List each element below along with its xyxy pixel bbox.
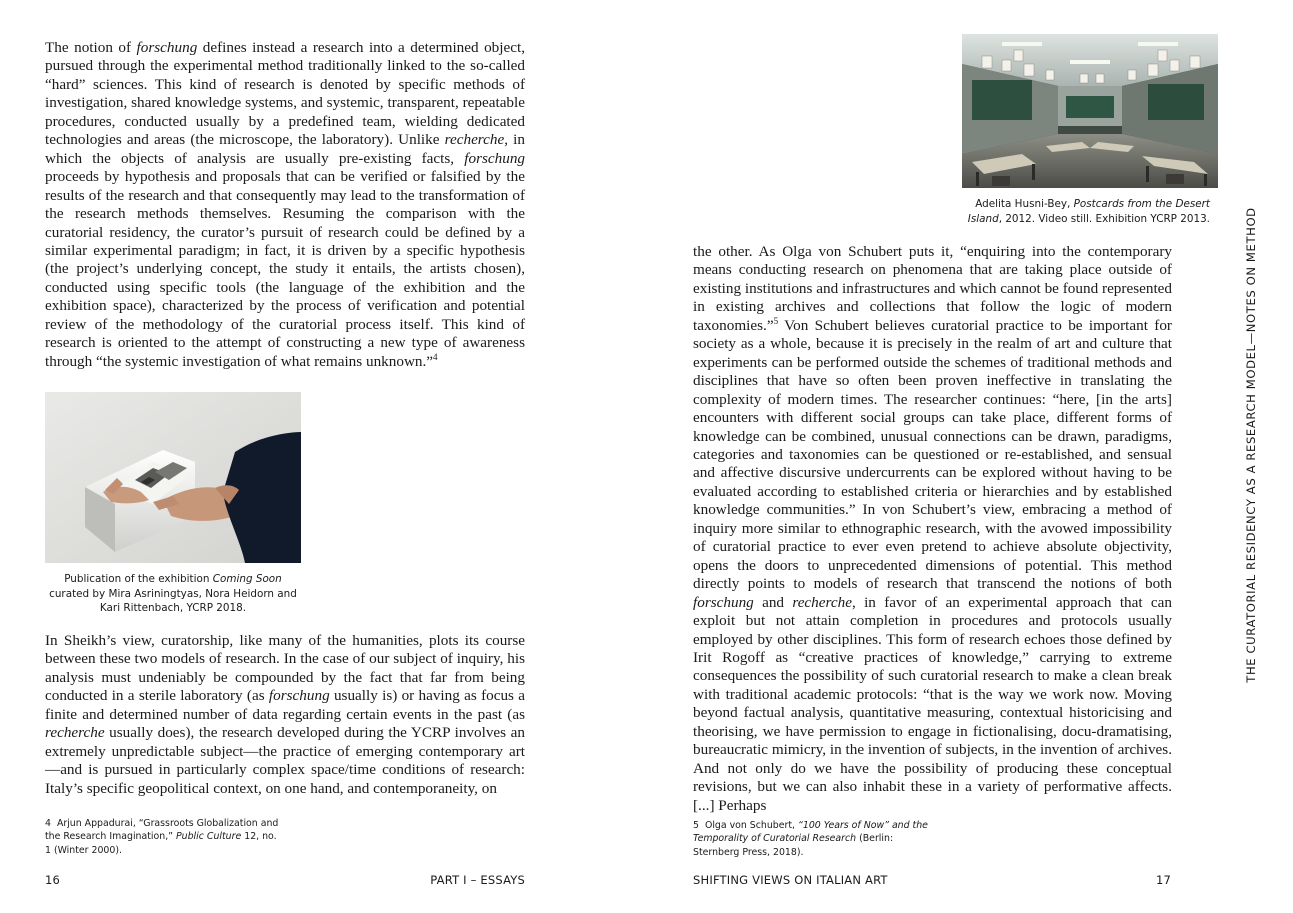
- left-figure-caption: Publication of the exhibition Coming Soon curated by Mira Asriningtyas, Nora Heidorn and Kari Rittenbach, YCRP 2018.: [49, 573, 297, 614]
- right-figure-caption: Adelita Husni-Bey, Postcards from the Desert Island, 2012. Video still. Exhibition YCRP 2013.: [967, 198, 1210, 225]
- right-page-number: 17: [1156, 873, 1172, 887]
- footnote-ref-4: 4: [433, 351, 438, 362]
- right-folio-section: SHIFTING VIEWS ON ITALIAN ART: [693, 873, 888, 887]
- left-folio-section: PART I – ESSAYS: [430, 873, 525, 887]
- right-paragraph-1: the other. As Olga von Schubert puts it, “enquiring into the contemporary means conducting research on phenomena that are taking place outside of existing institutions and infrastructures and which cannot be found represented in existing archives and collections that follow the logic of modern taxonomies.”$^5$ Von Schubert believes curatorial practice to be important for society as a whole, because it is precisely in the realm of art and culture that experiments can be performed outside the schemes of traditional methods and disciplines that have so often been proven ineffective in translating the complexity of modern times. The researcher continues: “here, [in the arts] encounters with different social groups can take place, different forms of knowledge can be combined, unusual connections can be drawn, paradigms, categories and taxonomies can be questioned or re-established, and sensual and affective discursive undercurrents can be explored without having to be evaluated according to established criteria or hierarchies and by established knowledge communities.” In von Schubert’s view, embracing a method of inquiry more similar to ethnographic research, with the avowed impossibility of curatorial practice to ever even pretend to achieve absolute objectivity, opens the doors to unprecedented dimensions of potential. This method directly points to models of research that transcend the notions of both forschung and recherche, in favor of an experimental approach that can exploit but not attain completion in procedures and protocols usually employed by other disciplines. This form of research echoes those defined by Irit Rogoff as “creative practices of knowledge,” carrying to extreme consequences the possibility of such curatorial research to make a clean break with traditional academic protocols: “that is the way we work now. Moving beyond factual analysis, quantitative measuring, contextual historicising and theorising, we have permission to engage in fictionalising, docu-dramatising, bureaucratic mimicry, in the invention of subjects, in the invention of archives. And not only do we have the possibility of producing these conceptual revisions, but we can also inhabit these in a variety of performative affects. [...] Perhaps: [693, 243, 1172, 814]
- booklet-hands-illustration: [45, 392, 301, 563]
- classroom-video-still: [962, 34, 1218, 188]
- running-head-vertical: THE CURATORIAL RESIDENCY AS A RESEARCH MODEL—NOTES ON METHOD: [1244, 207, 1258, 683]
- left-paragraph-1: The notion of forschung defines instead a research into a determined object, pursued through the experimental method traditionally linked to the so-called “hard” sciences. This kind of research is denoted by specific methods of investigation, shared knowledge systems, and systemic, transparent, repeatable procedures, conducted usually by a predefined team, wielding dedicated technologies and areas (the microscope, the laboratory). Unlike recherche, in which the objects of analysis are usually pre-existing facts, forschung proceeds by hypothesis and proposals that can be verified or falsified by the results of the research and that consequently may lead to the transformation of the research methods themselves. Resuming the comparison with the curatorial residency, the curator’s pursuit of research could be defined by a similar experimental paradigm; in fact, it is driven by a specific hypothesis (the project’s underlying concept, the study it entails, the artists chosen), conducted using specific tools (the language of the exhibition and the exhibition space), characterized by the process of verification and potential review of the methodology of the curatorial process itself. This kind of research is oriented to the attempt of constructing a new type of awareness through “the systemic investigation of what remains unknown.”$^4$: [45, 39, 525, 370]
- left-page-number: 16: [45, 873, 61, 887]
- left-page: [0, 0, 646, 913]
- footnote-ref-5: 5: [773, 315, 779, 326]
- classroom-illustration: [962, 34, 1218, 188]
- footnote-4: 4 Arjun Appadurai, “Grassroots Globalization and the Research Imagination,” Public Culture 12, no. 1 (Winter 2000).: [45, 818, 279, 856]
- exhibition-publication-photo: [45, 392, 301, 563]
- left-paragraph-2: In Sheikh’s view, curatorship, like many of the humanities, plots its course between these two models of research. In the case of our subject of inquiry, his analysis must undeniably be compounded by the fact that far from being conducted in a sterile laboratory (as forschung usually is) or having as focus a finite and determined number of data regarding certain events in the past (as recherche usually does), the research developed during the YCRP involves an extremely unpredictable subject—the practice of emerging contemporary art—and is pursued in particularly complex space/time conditions of research: Italy’s specific geopolitical context, on one hand, and contemporaneity, on: [45, 632, 525, 797]
- right-page: [646, 0, 1293, 913]
- footnote-5: 5 Olga von Schubert, “100 Years of Now” and the Temporality of Curatorial Research (Berlin: Sternberg Press, 2018).: [693, 820, 928, 858]
